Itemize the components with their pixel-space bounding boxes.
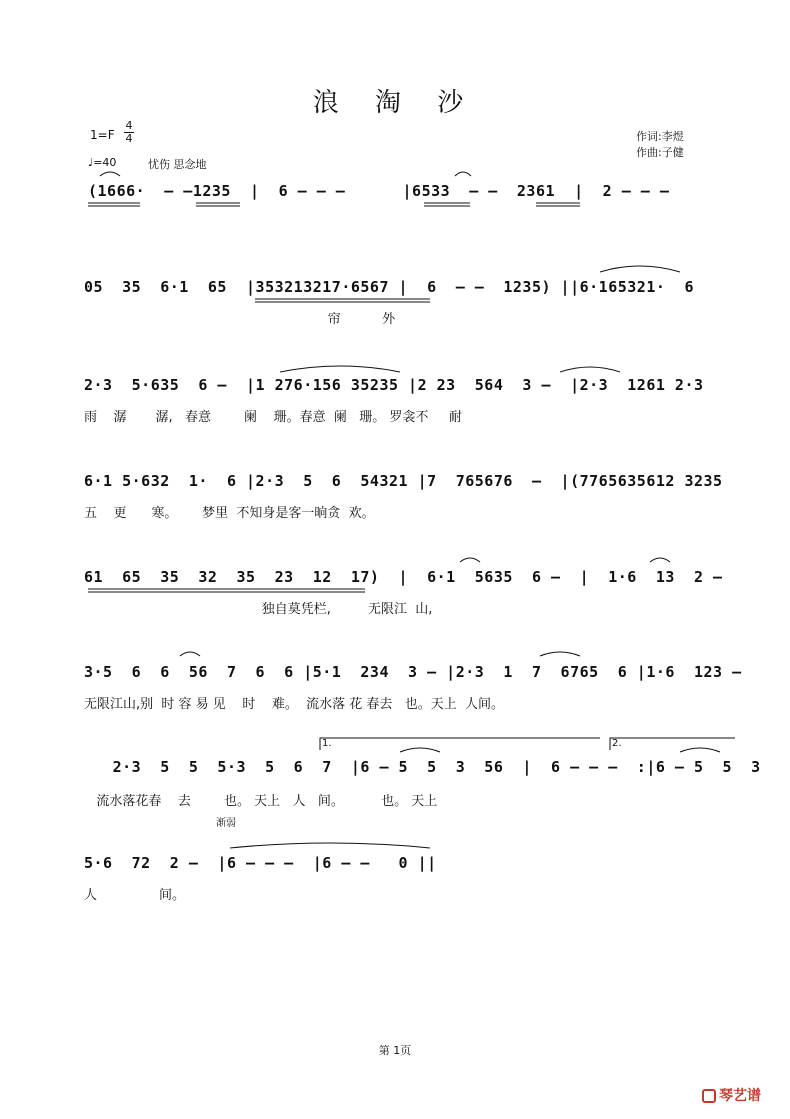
score-line-4-notes: 6·1 5·632 1· 6 |2·3 5 6 54321 |7 765676 – |(7765635612 3235 xyxy=(84,472,723,490)
logo-text: 琴艺谱 xyxy=(719,1088,761,1104)
score-line-3-lyrics: 雨 潺 潺, 春意 阑 珊。春意 阑 珊。 罗衾不 耐 xyxy=(84,410,463,425)
score-line-6-lyrics: 无限江山,别 时 容 易 见 时 难。 流水落 花 春去 也。天上 人间。 xyxy=(84,697,505,712)
score-line-8-notes: 5·6 72 2 – |6 – – – |6 – – 0 || xyxy=(84,854,437,872)
site-logo xyxy=(702,1085,761,1105)
score-title: 浪 淘 沙 xyxy=(312,88,478,118)
key-signature: 1=F xyxy=(90,128,115,142)
slur xyxy=(560,367,620,372)
score-line-5-notes: 61 65 35 32 35 23 12 17) | 6·1 5635 6 – | 1·6 13 2 – xyxy=(84,568,723,586)
lyricist-credit: 作词:李煜 xyxy=(636,130,684,143)
slur xyxy=(460,558,480,562)
score-line-2-lyrics: 帘 外 xyxy=(84,312,396,327)
time-numerator: 4 xyxy=(125,119,133,132)
volta-first: 1. xyxy=(322,738,332,749)
page-number: 第 1页 xyxy=(378,1044,412,1057)
tempo-mark: ♩=40 xyxy=(88,156,117,169)
slur xyxy=(100,172,120,176)
beam xyxy=(424,203,580,206)
volta-second: 2. xyxy=(612,738,622,749)
score-line-1-notes: (1666· – –1235 | 6 – – – |6533 – – 2361 | 2 – – – xyxy=(88,182,670,200)
slur xyxy=(540,652,580,656)
score-line-7-notes: 2·3 5 5 5·3 5 6 7 |6 – 5 5 3 56 | 6 – – – :|6 – 5 5 3 xyxy=(84,758,761,776)
slur xyxy=(280,366,400,372)
score-line-2-notes: 05 35 6·1 65 |353213217·6567 | 6 – – 1235) ||6·165321· 6 xyxy=(84,278,694,296)
beam xyxy=(88,203,240,206)
score-line-4-lyrics: 五 更 寒。 梦里 不知身是客一晌贪 欢。 xyxy=(84,506,375,521)
slur xyxy=(600,266,680,272)
beam xyxy=(88,589,365,592)
slur xyxy=(455,172,471,176)
logo-icon xyxy=(702,1089,716,1103)
slur xyxy=(230,843,430,848)
dynamics-annotation: 渐弱 xyxy=(216,818,236,829)
score-line-3-notes: 2·3 5·635 6 – |1 276·156 35235 |2 23 564 3 – |2·3 1261 2·3 xyxy=(84,376,704,394)
beam xyxy=(255,299,430,302)
slur xyxy=(400,748,440,752)
slur xyxy=(650,558,670,562)
score-line-8-lyrics: 人 间。 xyxy=(84,888,185,903)
volta-second-bracket xyxy=(610,738,735,750)
composer-credit: 作曲:子健 xyxy=(636,146,684,159)
score-line-6-notes: 3·5 6 6 56 7 6 6 |5·1 234 3 – |2·3 1 7 6765 6 |1·6 123 – xyxy=(84,663,742,681)
mood-mark: 忧伤 思念地 xyxy=(148,158,207,171)
volta-first-bracket xyxy=(320,738,600,750)
slur xyxy=(180,652,200,656)
score-line-7-lyrics: 流水落花春 去 也。 天上 人 间。 也。 天上 xyxy=(84,794,438,809)
time-denominator: 4 xyxy=(125,132,133,145)
score-line-5-lyrics: 独自莫凭栏, 无限江 山, xyxy=(84,602,433,617)
slur xyxy=(680,748,720,752)
